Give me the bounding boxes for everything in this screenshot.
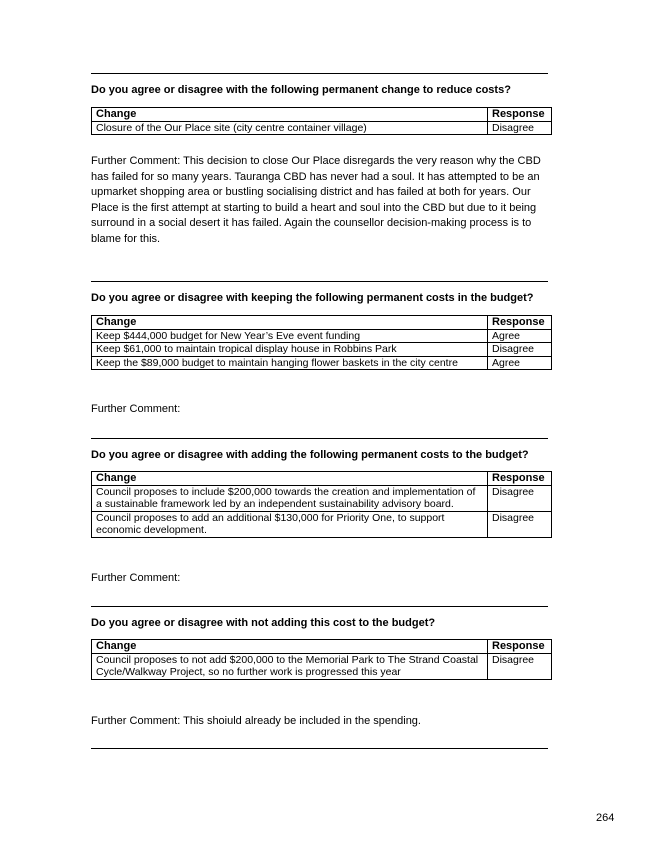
section-question: Do you agree or disagree with keeping the following permanent costs in the budget? (91, 292, 534, 304)
change-cell: Keep $444,000 budget for New Year’s Eve event funding (92, 329, 488, 343)
response-cell: Disagree (488, 653, 552, 679)
further-comment: Further Comment: (91, 572, 181, 584)
response-header: Response (488, 316, 552, 330)
table-header-row (92, 108, 552, 122)
response-header: Response (488, 472, 552, 486)
section-question: Do you agree or disagree with adding the following permanent costs to the budget? (91, 449, 529, 461)
table-header-row (92, 640, 552, 654)
change-header: Change (92, 108, 488, 122)
response-cell: Disagree (488, 485, 552, 511)
response-cell: Disagree (488, 511, 552, 537)
further-comment: Further Comment: (91, 403, 181, 415)
change-cell: Closure of the Our Place site (city centre container village) (92, 121, 488, 135)
response-table (91, 107, 552, 135)
section-divider (91, 73, 548, 74)
response-header: Response (488, 108, 552, 122)
section-divider (91, 748, 548, 749)
change-cell: Keep the $89,000 budget to maintain hanging flower baskets in the city centre (92, 356, 488, 370)
table-row (92, 329, 552, 343)
change-cell: Council proposes to add an additional $130,000 for Priority One, to support economic development. (92, 511, 488, 537)
table-row (92, 121, 552, 135)
table-row (92, 343, 552, 357)
response-cell: Disagree (488, 121, 552, 135)
table-row (92, 653, 552, 679)
response-cell: Disagree (488, 343, 552, 357)
change-header: Change (92, 316, 488, 330)
section-divider (91, 606, 548, 607)
section-divider (91, 281, 548, 282)
change-cell: Council proposes to not add $200,000 to the Memorial Park to The Strand Coastal Cycle/Walkway Project, so no further work is progressed this year (92, 653, 488, 679)
response-header: Response (488, 640, 552, 654)
change-header: Change (92, 472, 488, 486)
table-header-row (92, 316, 552, 330)
change-header: Change (92, 640, 488, 654)
page-number: 264 (596, 812, 615, 824)
further-comment: Further Comment: This decision to close Our Place disregards the very reason why the CBD has failed for so many years. Tauranga CBD has never had a soul. It has attempted to be an upmarket shopping area or bustling socialising district and has failed at both for years. Our Place is the first attempt at starting to build a heart and soul into the CBD but due to it being surround in a social desert it has failed. Again the counsellor decision-making process is to blame for this. (91, 155, 541, 245)
response-cell: Agree (488, 356, 552, 370)
change-cell: Keep $61,000 to maintain tropical display house in Robbins Park (92, 343, 488, 357)
table-header-row (92, 472, 552, 486)
further-comment: Further Comment: This shoiuld already be included in the spending. (91, 715, 421, 727)
response-cell: Agree (488, 329, 552, 343)
response-table (91, 639, 552, 680)
change-cell: Council proposes to include $200,000 towards the creation and implementation of a sustainable framework led by an independent sustainability advisory board. (92, 485, 488, 511)
table-row (92, 356, 552, 370)
section-question: Do you agree or disagree with not adding this cost to the budget? (91, 617, 436, 629)
table-row (92, 511, 552, 537)
section-divider (91, 438, 548, 439)
section-question: Do you agree or disagree with the following permanent change to reduce costs? (91, 84, 511, 96)
response-table (91, 315, 552, 370)
table-row (92, 485, 552, 511)
response-table (91, 471, 552, 538)
